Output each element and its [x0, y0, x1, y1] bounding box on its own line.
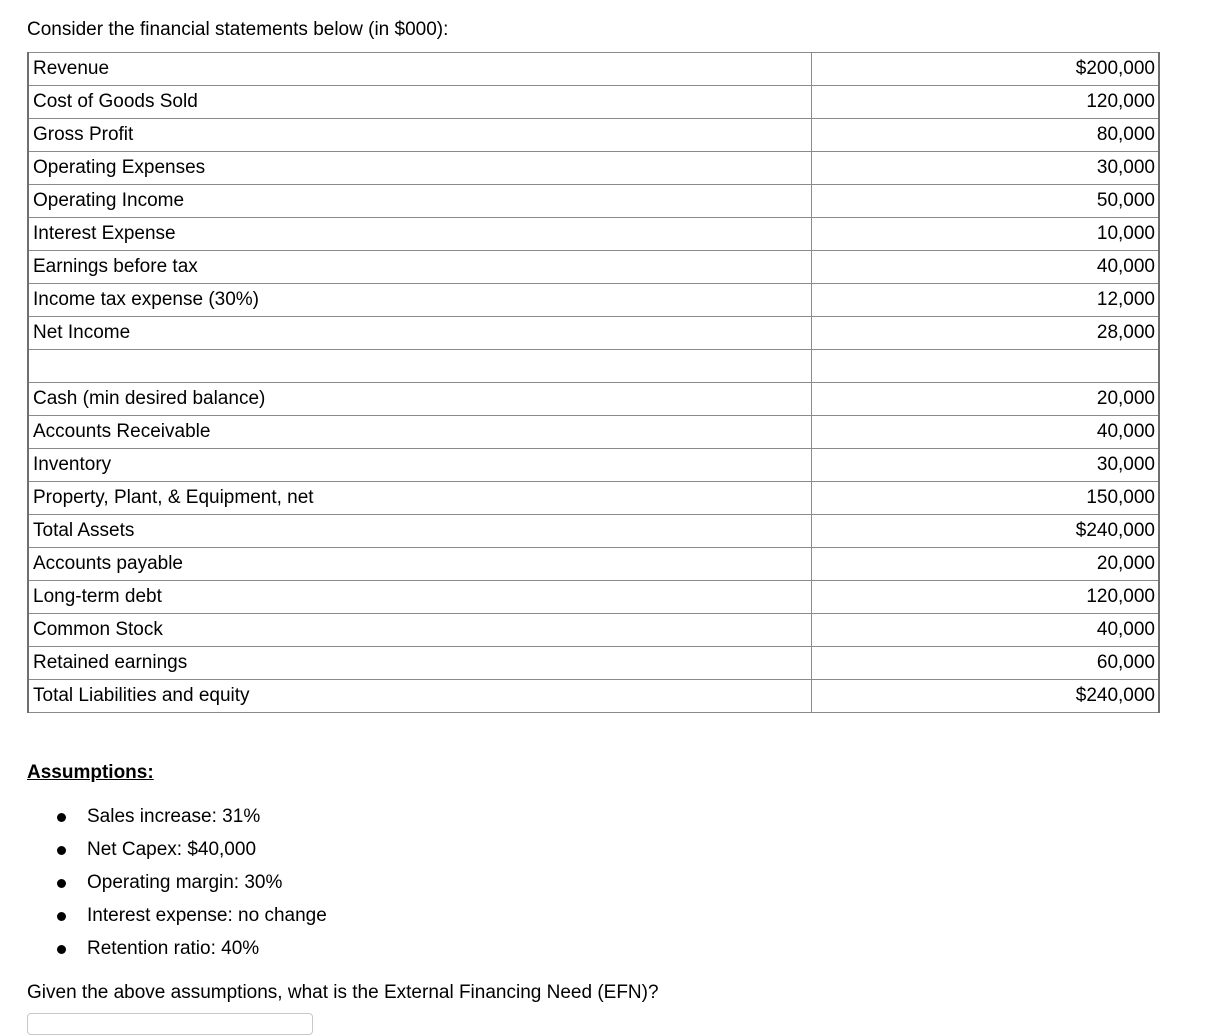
row-value: 30,000: [811, 449, 1159, 482]
row-label: Total Liabilities and equity: [28, 680, 811, 713]
row-value: 40,000: [811, 416, 1159, 449]
list-item: [27, 903, 327, 936]
row-label: Retained earnings: [28, 647, 811, 680]
table-row: [28, 86, 1159, 119]
assumptions-list: [27, 804, 327, 969]
row-label: Total Assets: [28, 515, 811, 548]
row-value: 10,000: [811, 218, 1159, 251]
row-label: Earnings before tax: [28, 251, 811, 284]
table-row: [28, 218, 1159, 251]
table-row: [28, 647, 1159, 680]
list-item: [27, 837, 327, 870]
table-row: [28, 548, 1159, 581]
bullet-icon: [57, 846, 66, 855]
table-row: [28, 449, 1159, 482]
bullet-icon: [57, 912, 66, 921]
row-value: 12,000: [811, 284, 1159, 317]
table-row: [28, 680, 1159, 713]
row-value: 120,000: [811, 581, 1159, 614]
row-value: $240,000: [811, 515, 1159, 548]
row-label: Property, Plant, & Equipment, net: [28, 482, 811, 515]
list-item-text: Net Capex: $40,000: [87, 839, 257, 860]
row-value: 120,000: [811, 86, 1159, 119]
spacer-row: [28, 350, 1159, 383]
row-label: Accounts Receivable: [28, 416, 811, 449]
list-item-text: Retention ratio: 40%: [87, 938, 260, 959]
table-row: [28, 614, 1159, 647]
table-row: [28, 152, 1159, 185]
row-value: 150,000: [811, 482, 1159, 515]
row-label: Interest Expense: [28, 218, 811, 251]
row-value: 80,000: [811, 119, 1159, 152]
intro-text: Consider the financial statements below (in $000):: [27, 19, 449, 40]
row-label: Inventory: [28, 449, 811, 482]
list-item: [27, 870, 327, 903]
assumptions-heading: Assumptions:: [27, 762, 154, 783]
row-value: $240,000: [811, 680, 1159, 713]
bullet-icon: [57, 945, 66, 954]
table-row: [28, 317, 1159, 350]
row-label: Cash (min desired balance): [28, 383, 811, 416]
table-row: [28, 416, 1159, 449]
table-row: [28, 581, 1159, 614]
bullet-icon: [57, 879, 66, 888]
row-value: 20,000: [811, 548, 1159, 581]
row-label: Income tax expense (30%): [28, 284, 811, 317]
table-row: [28, 284, 1159, 317]
row-label: Net Income: [28, 317, 811, 350]
list-item-text: Operating margin: 30%: [87, 872, 283, 893]
row-label: Gross Profit: [28, 119, 811, 152]
row-label: Operating Income: [28, 185, 811, 218]
table-row: [28, 185, 1159, 218]
row-value: 20,000: [811, 383, 1159, 416]
empty-cell: [28, 350, 811, 383]
row-label: Common Stock: [28, 614, 811, 647]
list-item: [27, 804, 327, 837]
list-item: [27, 936, 327, 969]
table-row: [28, 515, 1159, 548]
table-row: [28, 119, 1159, 152]
row-value: 28,000: [811, 317, 1159, 350]
financial-statements-table: [27, 52, 1160, 713]
row-value: 50,000: [811, 185, 1159, 218]
bullet-icon: [57, 813, 66, 822]
row-value: 40,000: [811, 614, 1159, 647]
row-label: Cost of Goods Sold: [28, 86, 811, 119]
answer-input[interactable]: [27, 1013, 313, 1035]
table-row: [28, 53, 1159, 86]
row-value: 60,000: [811, 647, 1159, 680]
row-label: Accounts payable: [28, 548, 811, 581]
list-item-text: Interest expense: no change: [87, 905, 327, 926]
table-row: [28, 383, 1159, 416]
list-item-text: Sales increase: 31%: [87, 806, 261, 827]
row-label: Operating Expenses: [28, 152, 811, 185]
table-row: [28, 251, 1159, 284]
question-text: Given the above assumptions, what is the External Financing Need (EFN)?: [27, 982, 659, 1003]
row-label: Revenue: [28, 53, 811, 86]
row-value: 30,000: [811, 152, 1159, 185]
row-value: $200,000: [811, 53, 1159, 86]
row-value: 40,000: [811, 251, 1159, 284]
empty-cell: [811, 350, 1159, 383]
row-label: Long-term debt: [28, 581, 811, 614]
table-row: [28, 482, 1159, 515]
